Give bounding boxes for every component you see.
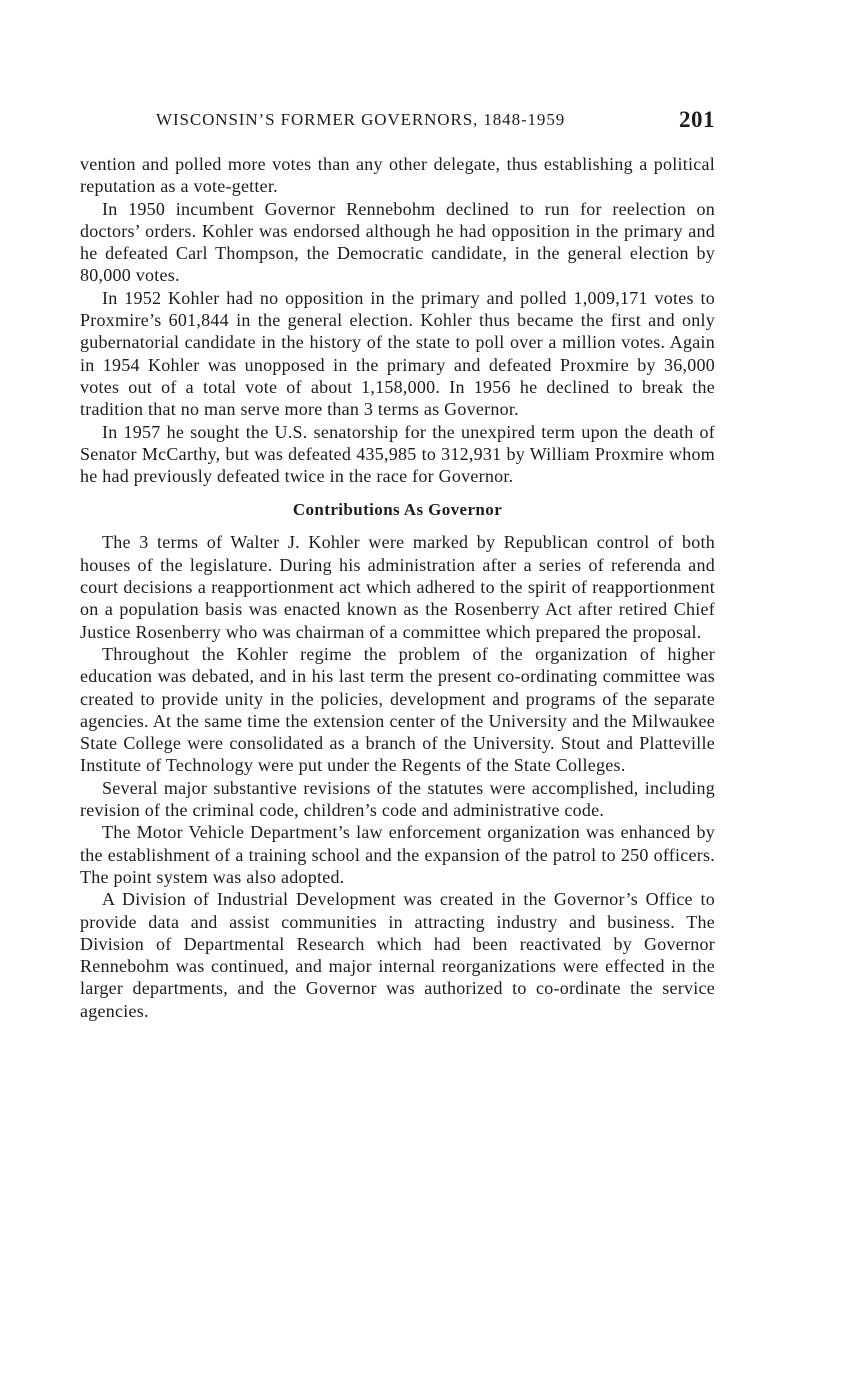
paragraph-higher-education: Throughout the Kohler regime the problem of the organization of higher education was debated, and in his last term the present co-ordinating committee was created to provide unity in the policies, development and programs of the separate agencies. At the same time the extension center of the University and the Milwaukee State College were consolidated as a branch of the University. Stout and Platteville Institute of Technology were put under the Regents of the State Colleges. [80,643,715,776]
paragraph-1957-senate-race: In 1957 he sought the U.S. senatorship for the unexpired term upon the death of Senator McCarthy, but was defeated 435,985 to 312,931 by William Proxmire whom he had previously defeated twice in the race for Governor. [80,421,715,487]
running-head [80,108,715,136]
paragraph-statute-revisions: Several major substantive revisions of the statutes were accomplished, including revision of the criminal code, children’s code and administrative code. [80,777,715,821]
paragraph-motor-vehicle: The Motor Vehicle Department’s law enforcement organization was enhanced by the establishment of a training school and the expansion of the patrol to 250 officers. The point system was also adopted. [80,822,715,887]
page-number: 201 [679,107,715,132]
paragraph-reapportionment: The 3 terms of Walter J. Kohler were marked by Republican control of both houses of the legislature. During his administration after a series of referenda and court decisions a reapportionment act which adhered to the spirit of reapportionment on a population basis was enacted known as the Rosenberry Act after retired Chief Justice Rosenberry who was chairman of a committee which prepared the proposal. [80,532,715,642]
paragraph-1950-election: In 1950 incumbent Governor Rennebohm declined to run for reelection on doctors’ orders. Kohler was endorsed although he had opposition in the primary and he defeated Carl Thompson, the Democratic candidate, in the general election by 80,000 votes. [80,198,715,286]
running-title: WISCONSIN’S FORMER GOVERNORS, 1848-1959 [156,110,566,129]
section-heading: Contributions As Governor [292,500,503,520]
paragraph-industrial-development: A Division of Industrial Development was created in the Governor’s Office to provide data and assist communities in attracting industry and business. The Division of Departmental Research which had been reactivated by Governor Rennebohm was continued, and major internal reorganizations were effected in the larger departments, and the Governor was authorized to co-ordinate the service agencies. [80,889,715,1021]
paragraph-1952-election: In 1952 Kohler had no opposition in the primary and polled 1,009,171 votes to Proxmire’s 601,844 in the general election. Kohler thus became the first and only gubernatorial candidate in the history of the state to poll over a million votes. Again in 1954 Kohler was unopposed in the primary and defeated Proxmire by 36,000 votes out of a total vote of about 1,158,000. In 1956 he declined to break the tradition that no man serve more than 3 terms as Governor. [80,287,715,420]
document-page [80,108,715,1022]
paragraph-continued: vention and polled more votes than any other delegate, thus establishing a political reputation as a vote-getter. [80,154,715,197]
